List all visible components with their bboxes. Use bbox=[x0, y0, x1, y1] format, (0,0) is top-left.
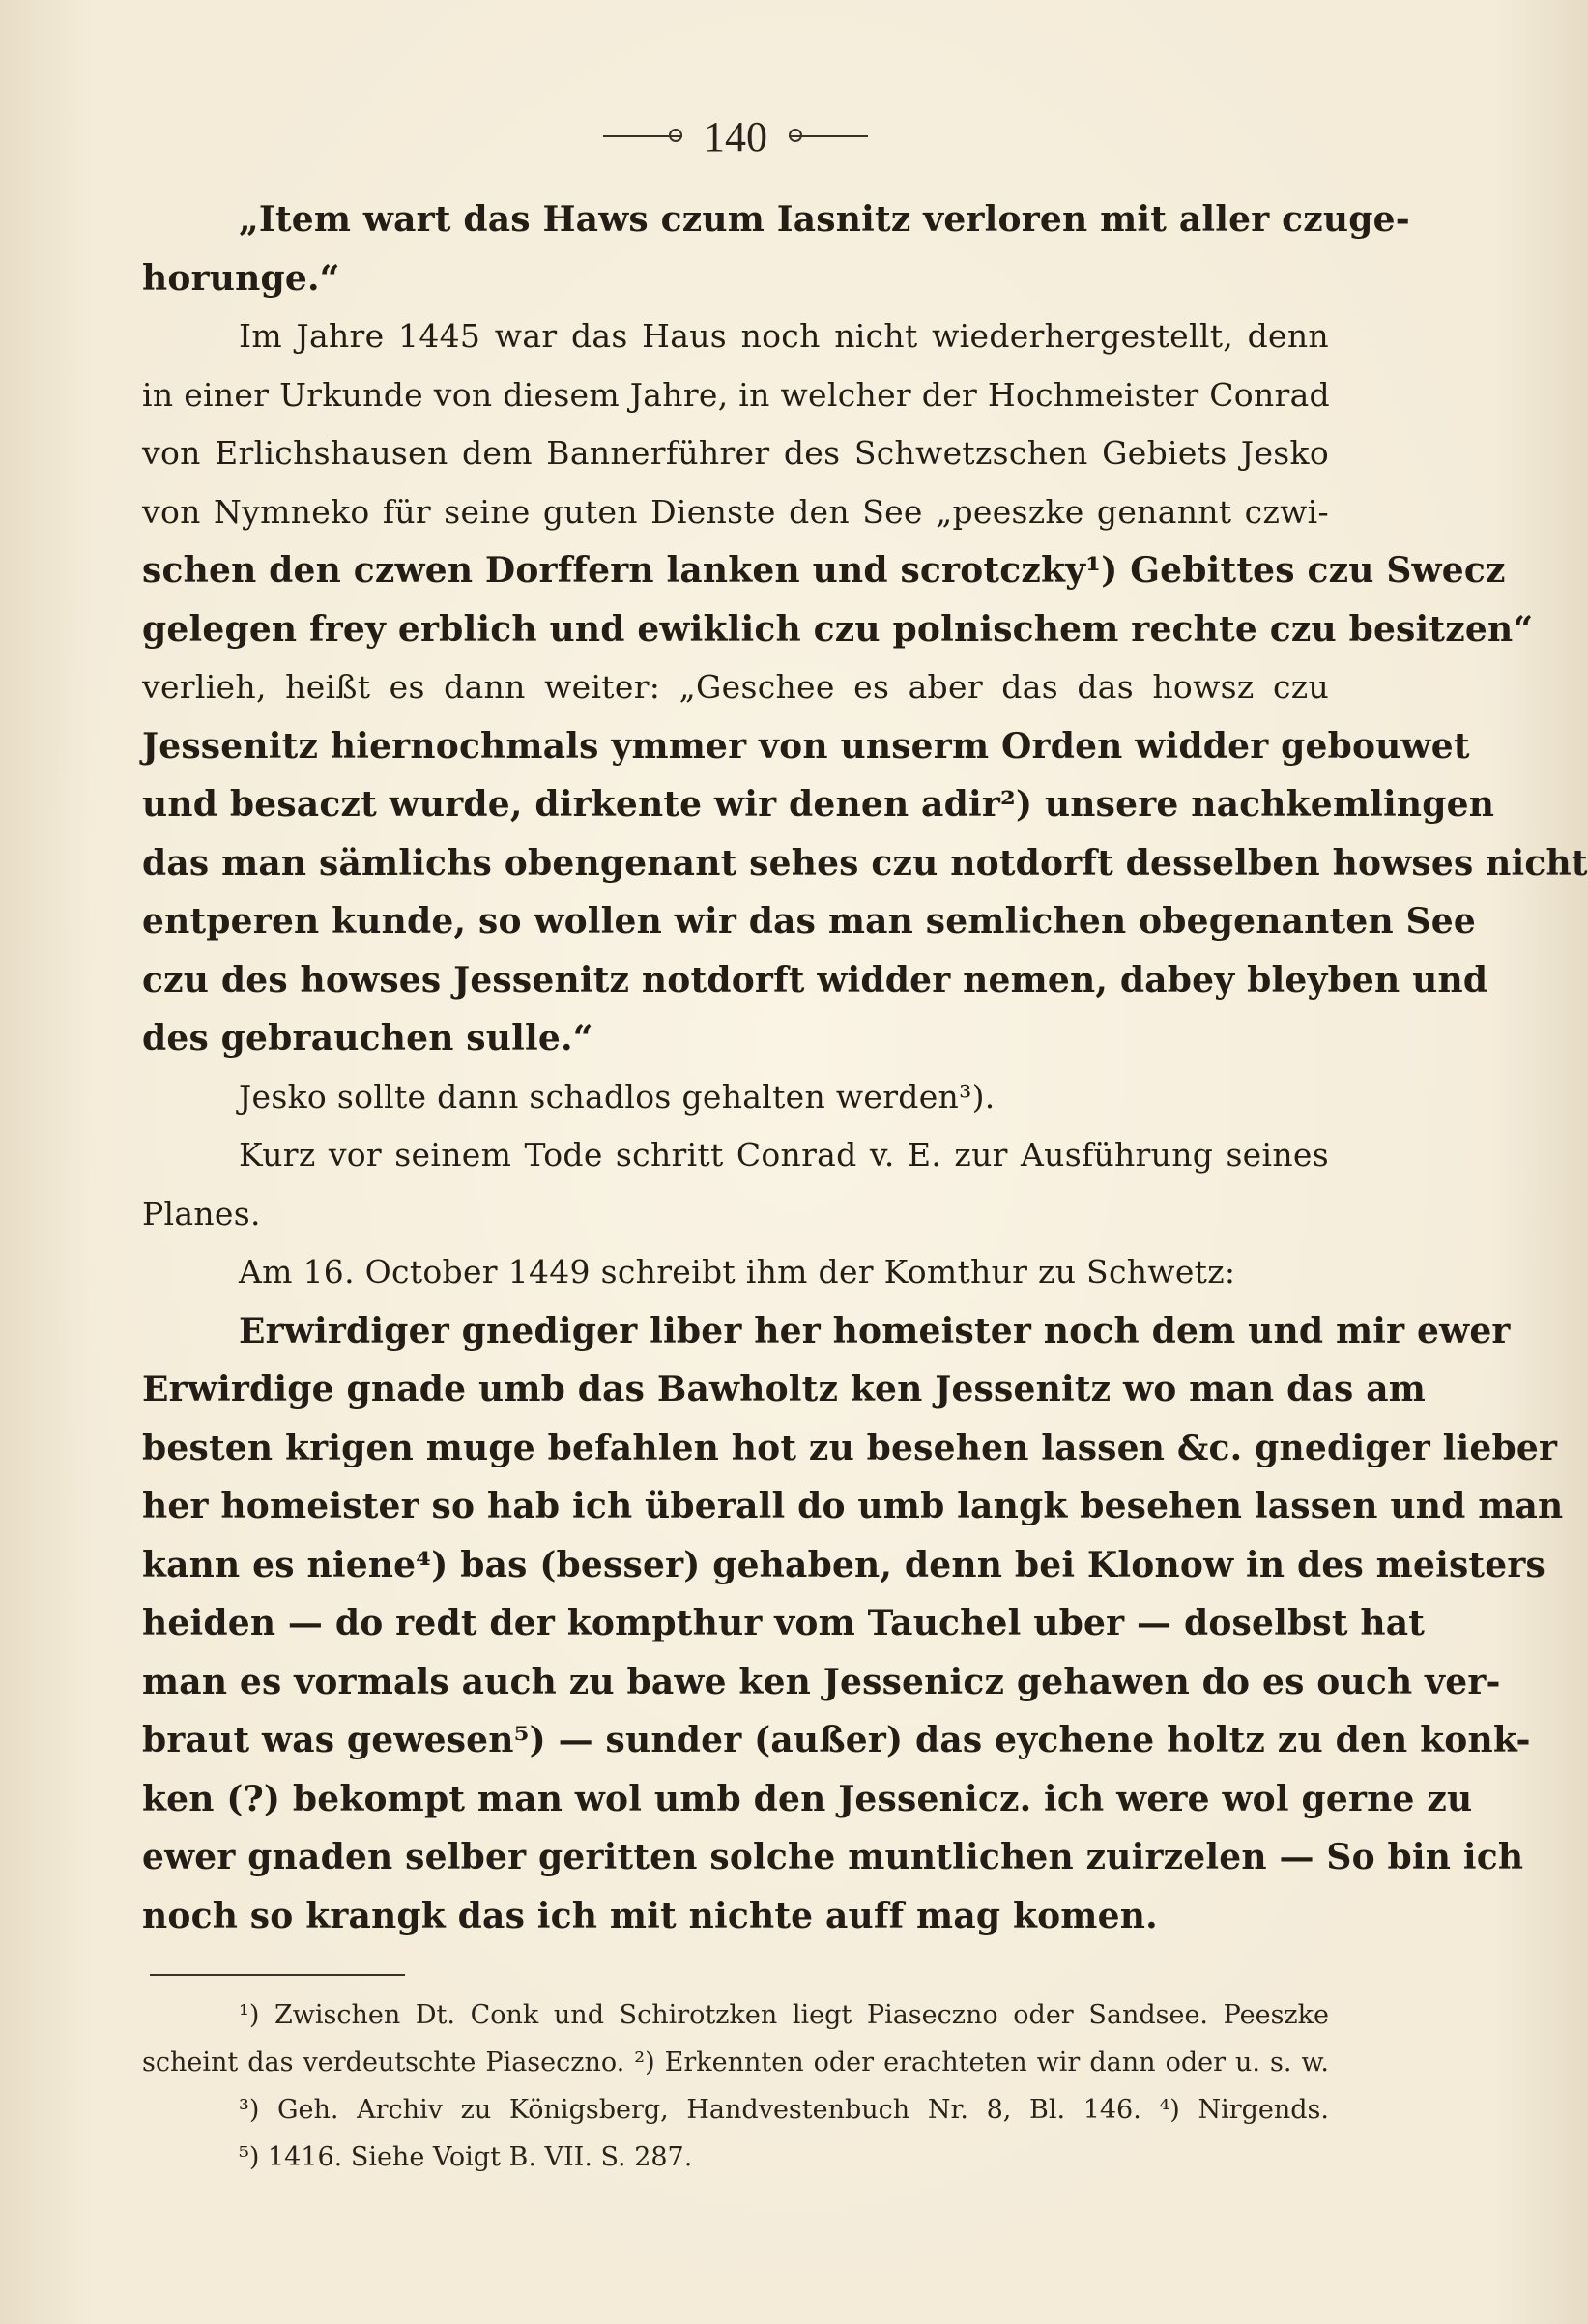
text-line: Jessenitz hiernochmals ymmer von unserm Orden widder gebouwet bbox=[142, 725, 1470, 767]
right-ornament-icon bbox=[789, 135, 868, 137]
text-line: entperen kunde, so wollen wir das man semlichen obegenanten See bbox=[142, 901, 1476, 942]
footnote-line: scheint das verdeutschte Piaseczno. ²) Erkennten oder erachteten wir dann oder u. s. w. bbox=[142, 2048, 1329, 2077]
footnote-line: ¹) Zwischen Dt. Conk und Schirotzken liegt Piaseczno oder Sandsee. Peeszke bbox=[239, 2000, 1329, 2030]
text-line: „Item wart das Haws czum Iasnitz verloren mit aller czuge- bbox=[239, 199, 1410, 240]
text-line: noch so krangk das ich mit nichte auff mag komen. bbox=[142, 1895, 1158, 1936]
body-text bbox=[142, 190, 1588, 1945]
footnote-line: ⁵) 1416. Siehe Voigt B. VII. S. 287. bbox=[239, 2142, 693, 2172]
footnote-line: ³) Geh. Archiv zu Königsberg, Handvestenbuch Nr. 8, Bl. 146. ⁴) Nirgends. bbox=[239, 2095, 1329, 2125]
text-line: horunge.“ bbox=[142, 257, 340, 299]
text-line: ken (?) bekompt man wol umb den Jessenicz. ich were wol gerne zu bbox=[142, 1778, 1473, 1819]
text-line: Kurz vor seinem Tode schritt Conrad v. E. zur Ausführung seines bbox=[239, 1136, 1329, 1174]
left-ornament-icon bbox=[603, 135, 682, 137]
footnote-divider bbox=[150, 1974, 405, 1976]
text-line: braut was gewesen⁵) — sunder (außer) das eychene holtz zu den konk- bbox=[142, 1720, 1531, 1760]
page-number: 140 bbox=[704, 112, 767, 160]
text-line: von Erlichshausen dem Bannerführer des Schwetzschen Gebiets Jesko bbox=[142, 434, 1329, 472]
text-line: von Nymneko für seine guten Dienste den See „peeszke genannt czwi- bbox=[142, 492, 1329, 531]
text-line: Erwirdiger gnediger liber her homeister noch dem und mir ewer bbox=[239, 1310, 1511, 1351]
text-line: Am 16. October 1449 schreibt ihm der Komthur zu Schwetz: bbox=[239, 1253, 1236, 1291]
text-line: gelegen frey erblich und ewiklich czu polnischem rechte czu besitzen“ bbox=[142, 608, 1534, 650]
text-line: in einer Urkunde von diesem Jahre, in welcher der Hochmeister Conrad bbox=[142, 375, 1330, 414]
text-line: Planes. bbox=[142, 1194, 261, 1233]
text-line: verlieh, heißt es dann weiter: „Geschee es aber das das howsz czu bbox=[142, 668, 1329, 706]
text-line: her homeister so hab ich überall do umb langk besehen lassen und man bbox=[142, 1486, 1564, 1526]
footnotes bbox=[142, 1991, 1329, 2181]
text-line: heiden — do redt der kompthur vom Tauchel uber — doselbst hat bbox=[142, 1603, 1426, 1643]
text-line: ewer gnaden selber geritten solche muntlichen zuirzelen — So bin ich bbox=[142, 1837, 1524, 1877]
text-line: Jesko sollte dann schadlos gehalten werden³). bbox=[239, 1077, 996, 1116]
text-line: des gebrauchen sulle.“ bbox=[142, 1018, 593, 1059]
text-line: kann es niene⁴) bas (besser) gehaben, denn bei Klonow in des meisters bbox=[142, 1544, 1545, 1585]
text-line: schen den czwen Dorffern lanken und scrotczky¹) Gebittes czu Swecz bbox=[142, 550, 1506, 591]
text-line: czu des howses Jessenitz notdorft widder nemen, dabey bleyben und bbox=[142, 959, 1488, 1001]
book-page bbox=[142, 102, 1588, 2306]
text-line: Erwirdige gnade umb das Bawholtz ken Jessenitz wo man das am bbox=[142, 1369, 1427, 1409]
text-line: Im Jahre 1445 war das Haus noch nicht wiederhergestellt, denn bbox=[239, 317, 1329, 355]
text-line: besten krigen muge befahlen hot zu besehen lassen &c. gnediger lieber bbox=[142, 1427, 1558, 1468]
text-line: man es vormals auch zu bawe ken Jessenicz gehawen do es ouch ver- bbox=[142, 1661, 1501, 1702]
page-header bbox=[142, 102, 1329, 171]
text-line: das man sämlichs obengenant sehes czu notdorft desselben howses nicht bbox=[142, 842, 1588, 884]
text-line: und besaczt wurde, dirkente wir denen adir²) unsere nachkemlingen bbox=[142, 784, 1495, 825]
